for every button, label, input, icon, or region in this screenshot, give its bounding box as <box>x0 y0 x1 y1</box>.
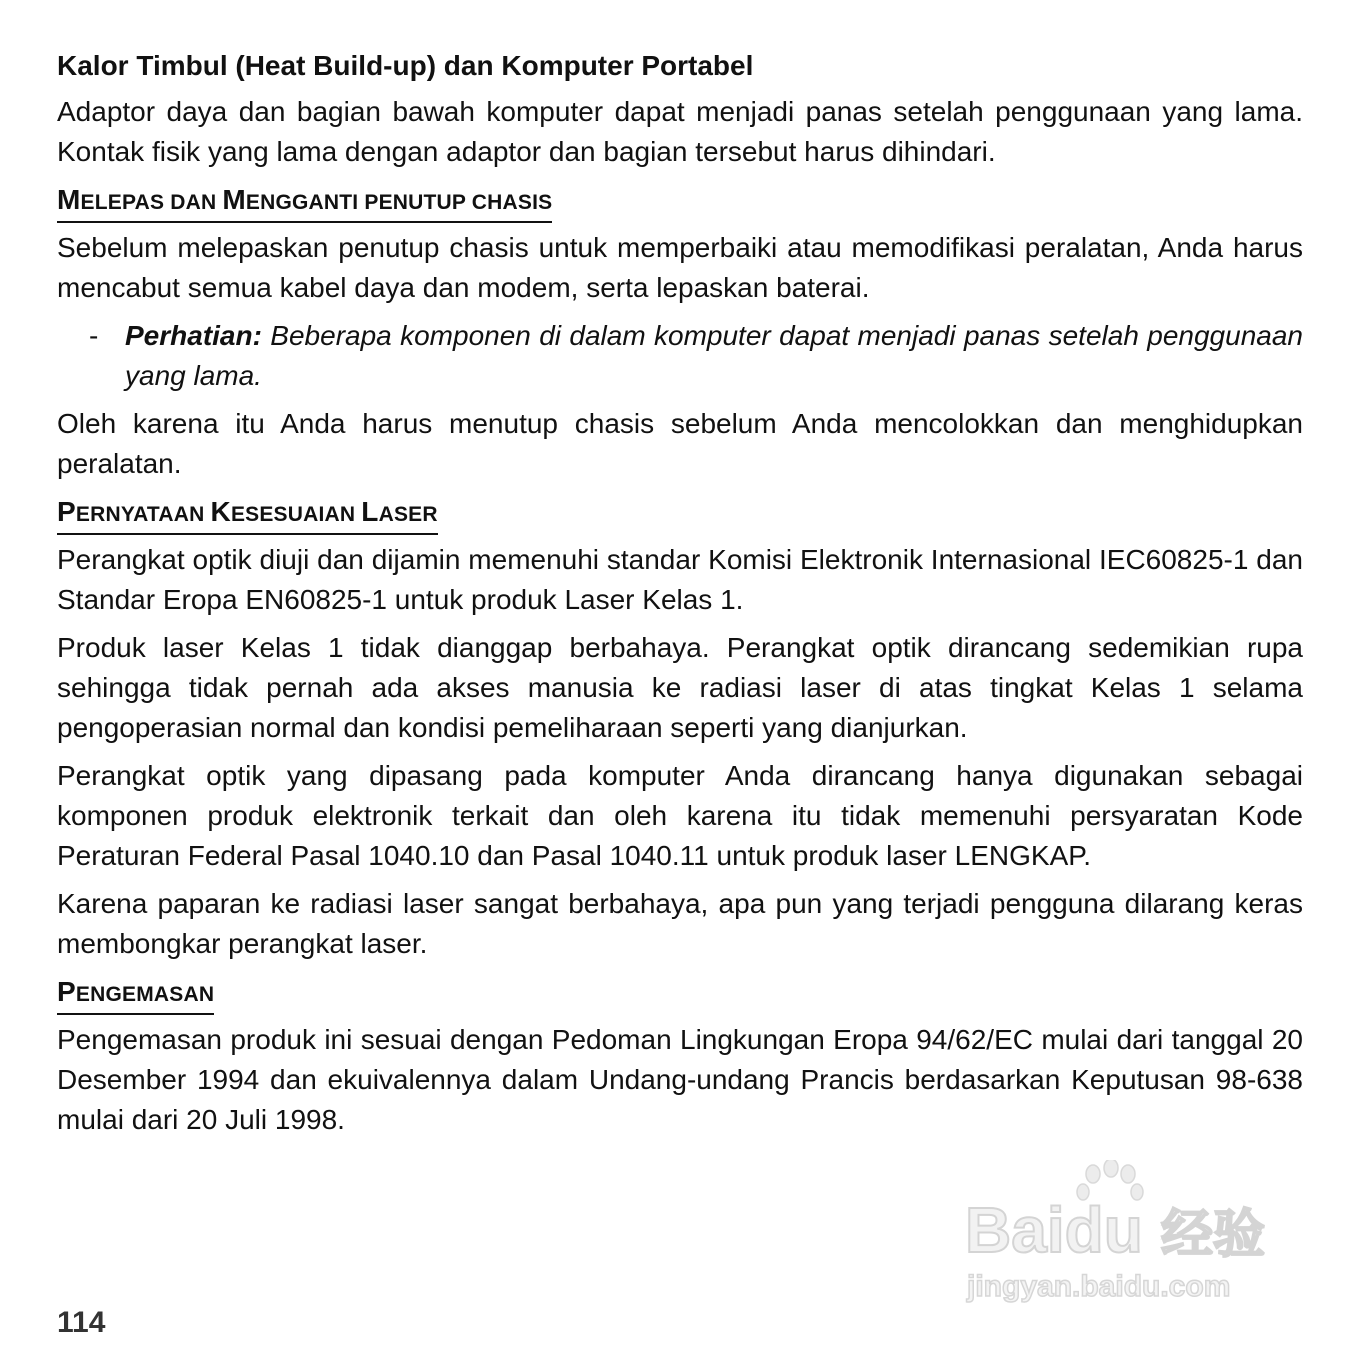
watermark-url: jingyan.baidu.com <box>967 1270 1231 1303</box>
chasis-paragraph-2: Oleh karena itu Anda harus menutup chasis sebelum Anda mencolokkan dan menghidupkan peralatan. <box>57 408 1303 479</box>
laser-paragraph-2: Produk laser Kelas 1 tidak dianggap berbahaya. Perangkat optik dirancang sedemikian rupa sehingga tidak pernah ada akses manusia ke radiasi laser di atas tingkat Kelas 1 selama pengoperasian normal dan kondisi pemeliharaan seperti yang dianjurkan. <box>57 632 1303 743</box>
note-label: Perhatian: <box>125 320 262 351</box>
intro-paragraph: Adaptor daya dan bagian bawah komputer dapat menjadi panas setelah penggunaan yang lama. Kontak fisik yang lama dengan adaptor dan bagian tersebut harus dihindari. <box>57 96 1303 167</box>
section-heading-laser-wrap <box>57 492 1303 534</box>
document-page <box>57 44 1303 1148</box>
laser-paragraph-1: Perangkat optik diuji dan dijamin memenuhi standar Komisi Elektronik Internasional IEC60825-1 dan Standar Eropa EN60825-1 untuk produk Laser Kelas 1. <box>57 544 1303 615</box>
section-heading-packaging-wrap <box>57 972 1303 1014</box>
packaging-paragraph-1: Pengemasan produk ini sesuai dengan Pedoman Lingkungan Eropa 94/62/EC mulai dari tanggal 20 Desember 1994 dan ekuivalennya dalam Undang-undang Prancis berdasarkan Keputusan 98-638 mulai dari 20 Juli 1998. <box>57 1024 1303 1135</box>
caution-note <box>57 316 1303 396</box>
note-text <box>125 316 1303 396</box>
chasis-paragraph-1: Sebelum melepaskan penutup chasis untuk memperbaiki atau memodifikasi peralatan, Anda harus mencabut semua kabel daya dan modem, serta lepaskan baterai. <box>57 232 1303 303</box>
laser-paragraph-3: Perangkat optik yang dipasang pada komputer Anda dirancang hanya digunakan sebagai komponen produk elektronik terkait dan oleh karena itu tidak memenuhi persyaratan Kode Peraturan Federal Pasal 1040.10 dan Pasal 1040.11 untuk produk laser LENGKAP. <box>57 760 1303 871</box>
note-body: Beberapa komponen di dalam komputer dapat menjadi panas setelah penggunaan yang lama. <box>125 320 1303 391</box>
laser-paragraph-4: Karena paparan ke radiasi laser sangat berbahaya, apa pun yang terjadi pengguna dilarang keras membongkar perangkat laser. <box>57 888 1303 959</box>
section-heading-chasis: MELEPAS DAN MENGGANTI PENUTUP CHASIS <box>57 184 552 223</box>
page-number: 114 <box>57 1306 106 1339</box>
document-title: Kalor Timbul (Heat Build-up) dan Komputer Portabel <box>57 50 754 81</box>
note-dash: - <box>89 320 99 351</box>
section-heading-packaging: PENGEMASAN <box>57 976 214 1015</box>
section-heading-chasis-wrap <box>57 180 1303 222</box>
baidu-watermark <box>965 1160 1285 1310</box>
section-heading-laser: PERNYATAAN KESESUAIAN LASER <box>57 496 438 535</box>
watermark-brand: Baidu <box>965 1194 1143 1266</box>
watermark-brand-cn: 经验 <box>1161 1205 1266 1265</box>
